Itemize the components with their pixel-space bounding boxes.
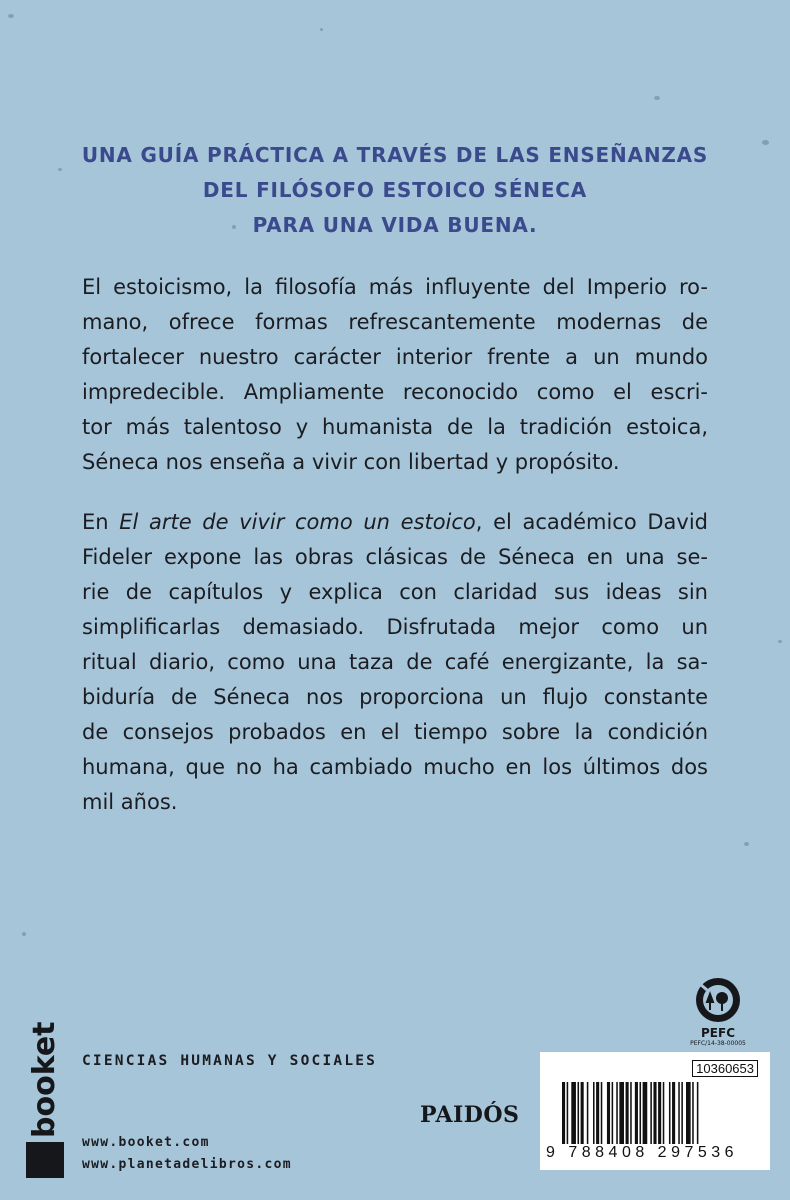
- paper-speck: [320, 28, 323, 31]
- paragraph-line: simplificarlas demasiado. Disfrutada mejor como un: [82, 615, 708, 639]
- paragraph-line: El estoicismo, la filosofía más influyente del Imperio ro-: [82, 275, 708, 299]
- booket-logo: [22, 1021, 68, 1178]
- paragraph-line: tor más talentoso y humanista de la tradición estoica,: [82, 415, 708, 439]
- booket-url: www.booket.com: [82, 1135, 210, 1150]
- book-title-italic: El arte de vivir como un estoico: [119, 510, 476, 534]
- paragraph-line: biduría de Séneca nos proporciona un flujo constante: [82, 685, 708, 709]
- paragraph-line: Fideler expone las obras clásicas de Séneca en una se-: [82, 545, 708, 569]
- paragraph-text: , el académico David: [475, 510, 708, 534]
- paper-speck: [778, 640, 782, 643]
- booket-logo-tab: [26, 1142, 64, 1178]
- description-paragraph-2: [82, 505, 708, 820]
- paper-speck: [22, 932, 26, 936]
- tagline: [0, 138, 790, 243]
- paragraph-text: En: [82, 510, 120, 534]
- paragraph-line: de consejos probados en el tiempo sobre la condición: [82, 720, 708, 744]
- paragraph-line: fortalecer nuestro carácter interior frente a un mundo: [82, 345, 708, 369]
- booket-logo-word: booket: [27, 1021, 62, 1138]
- paper-speck: [654, 96, 660, 100]
- paragraph-line: mil años.: [82, 790, 178, 814]
- publisher-logo: PAIDÓS: [420, 1102, 520, 1128]
- paragraph-line: humana, que no ha cambiado mucho en los últimos dos: [82, 755, 708, 779]
- paragraph-line: [82, 505, 708, 540]
- paragraph-line: mano, ofrece formas refrescantemente modernas de: [82, 310, 708, 334]
- pefc-label: PEFC: [701, 1026, 735, 1040]
- category-label: CIENCIAS HUMANAS Y SOCIALES: [82, 1053, 378, 1069]
- description-paragraph-1: [82, 270, 708, 480]
- paper-speck: [744, 842, 749, 846]
- planeta-url: www.planetadelibros.com: [82, 1157, 292, 1172]
- barcode-icon: [562, 1082, 758, 1144]
- tagline-line: DEL FILÓSOFO ESTOICO SÉNECA: [202, 178, 588, 202]
- paragraph-line: rie de capítulos y explica con claridad sus ideas sin: [82, 580, 708, 604]
- internal-code: 10360653: [692, 1060, 758, 1077]
- paragraph-line: impredecible. Ampliamente reconocido como el escri-: [82, 380, 708, 404]
- pefc-tree-icon: [694, 976, 742, 1024]
- paragraph-line: Séneca nos enseña a vivir con libertad y propósito.: [82, 450, 620, 474]
- tagline-line: PARA UNA VIDA BUENA.: [252, 213, 538, 237]
- paper-speck: [8, 14, 14, 18]
- paragraph-line: ritual diario, como una taza de café energizante, la sa-: [82, 650, 708, 674]
- barcode-panel: [540, 1052, 770, 1170]
- isbn-digits: 9 788408 297536: [546, 1144, 739, 1161]
- pefc-code: PEFC/14-38-00005: [690, 1040, 746, 1047]
- tagline-line: UNA GUÍA PRÁCTICA A TRAVÉS DE LAS ENSEÑANZAS: [81, 143, 709, 167]
